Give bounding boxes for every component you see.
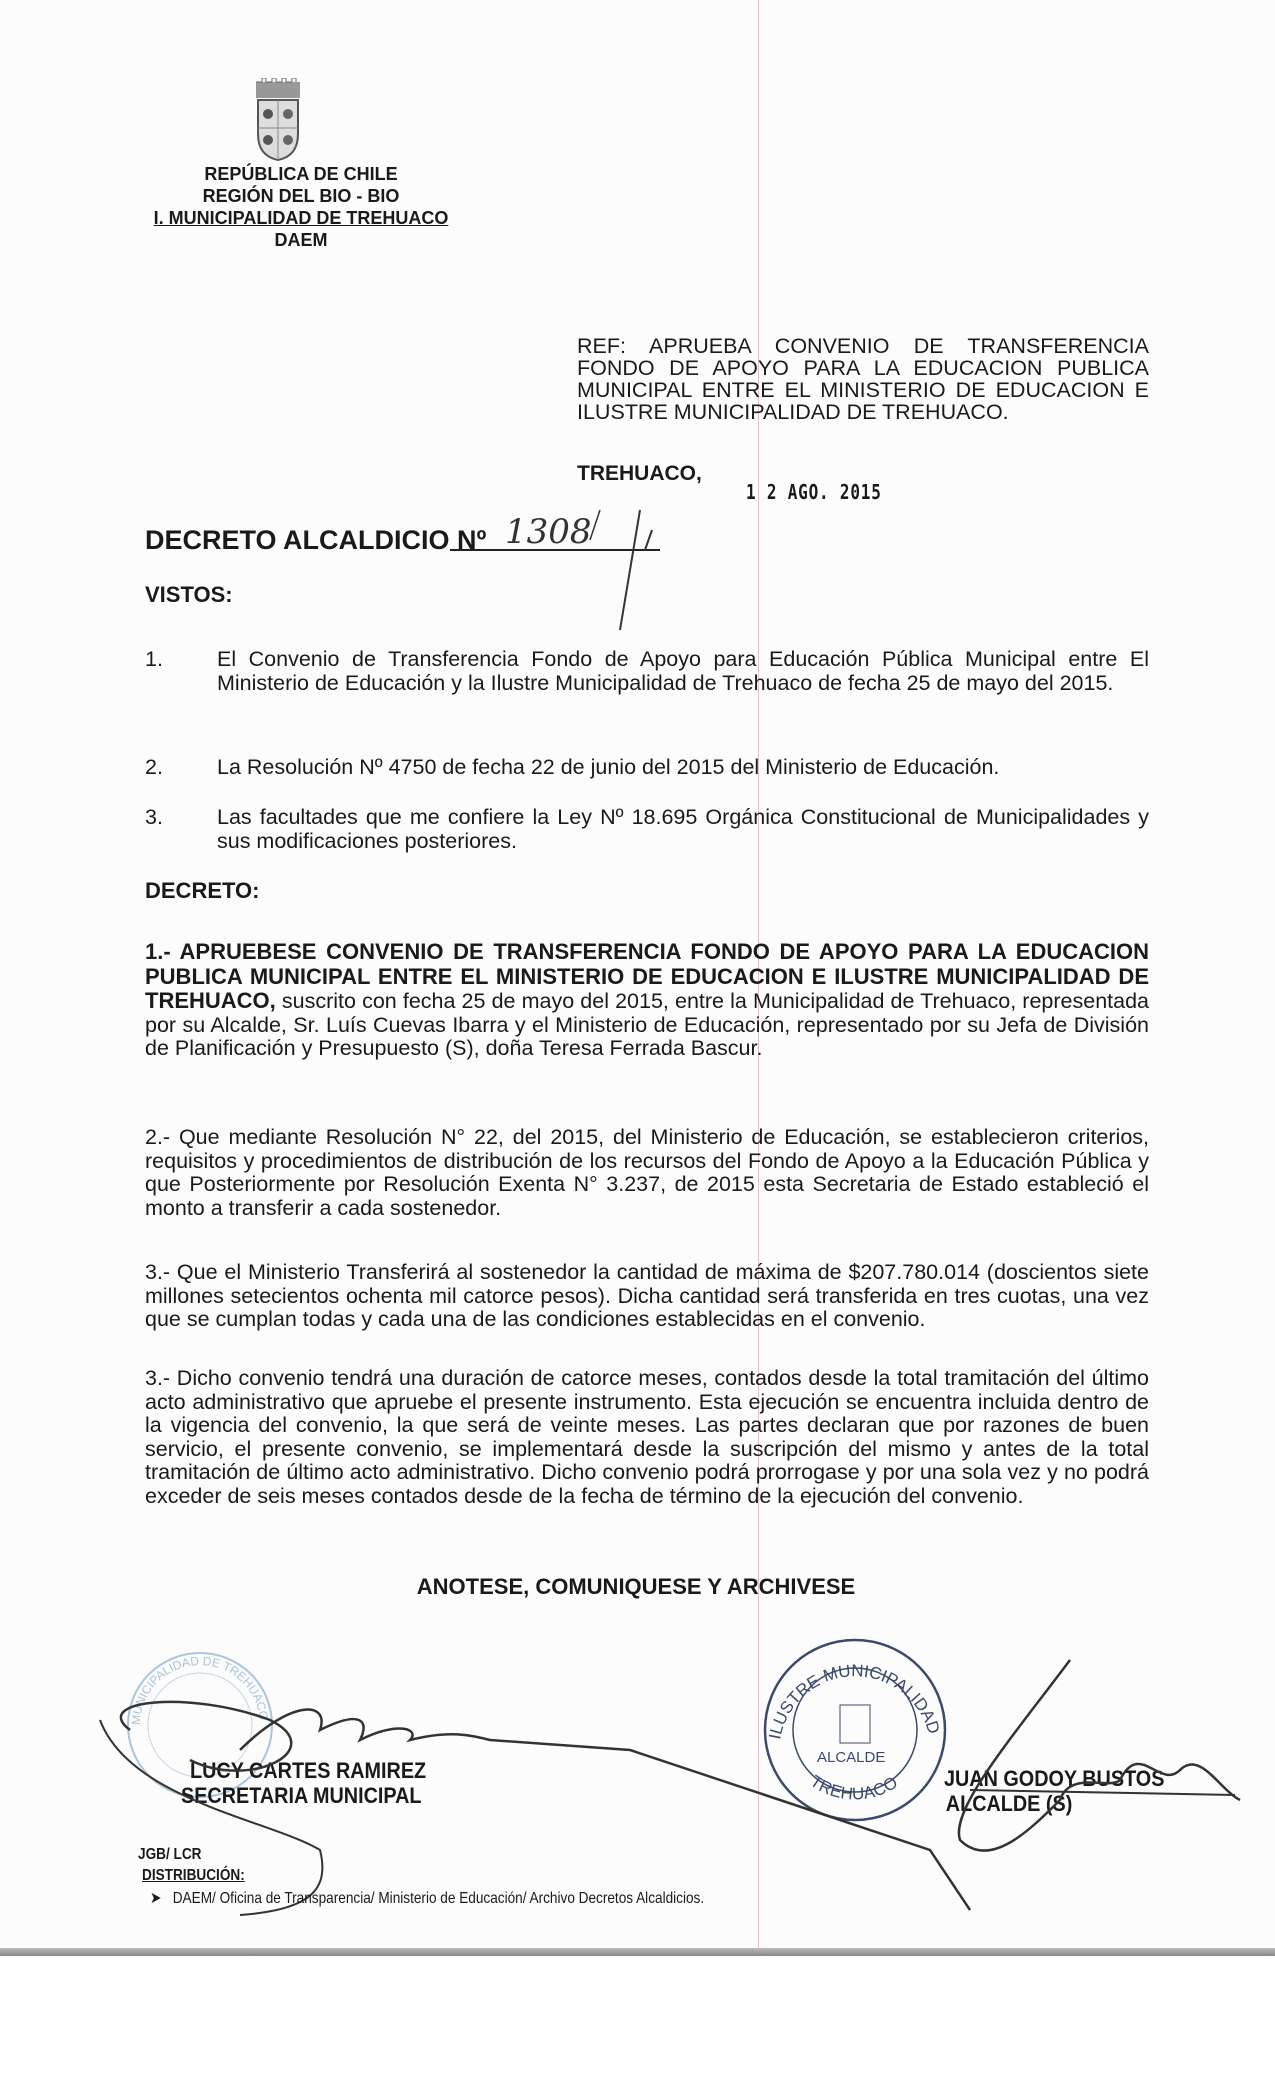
decree-number: 1308: [505, 512, 592, 552]
item-number: 1.: [145, 647, 163, 671]
handwritten-signatures: [70, 1640, 1270, 1930]
vistos-item: [145, 756, 1149, 780]
seal-text: MUNICIPALIDAD DE TREHUACO: [128, 1653, 271, 1726]
bullet-arrow-icon: ➤: [150, 1890, 162, 1907]
signer-role: SECRETARIA MUNICIPAL: [181, 1783, 422, 1808]
signer-name: JUAN GODOY BUSTOS: [944, 1766, 1165, 1791]
decree-paragraph: [145, 940, 1149, 1061]
item-number: 3.: [145, 805, 163, 829]
item-number: 2.: [145, 755, 163, 779]
signer-role: ALCALDE (S): [945, 1791, 1073, 1816]
vistos-item: [145, 648, 1149, 695]
vistos-heading: VISTOS:: [145, 582, 233, 607]
distribution-list: [150, 1888, 704, 1908]
item-text: Las facultades que me confiere la Ley Nº 18.695 Orgánica Constitucional de Municipalidades y sus modificaciones posteriores.: [217, 805, 1149, 853]
letterhead-line: REPÚBLICA DE CHILE: [204, 164, 398, 184]
letterhead-line: I. MUNICIPALIDAD DE TREHUACO: [153, 208, 449, 228]
seal-top-text: ILUSTRE MUNICIPALIDAD: [765, 1661, 944, 1741]
vistos-item: [145, 806, 1149, 853]
seal-bottom-text: TREHUACO: [806, 1771, 901, 1804]
reference: REF: APRUEBA CONVENIO DE TRANSFERENCIA FONDO DE APOYO PARA LA EDUCACION PUBLICA MUNICIPAL ENTRE EL MINISTERIO DE EDUCACION E ILUSTRE MUNICIPALIDAD DE TREHUACO.: [577, 334, 1149, 424]
letterhead-line: DAEM: [274, 230, 328, 250]
decree-paragraph: 3.- Que el Ministerio Transferirá al sostenedor la cantidad de máxima de $207.780.014 (doscientos siete millones setecientos ochenta mil catorce pesos). Dicha cantidad será transferida en tres cuotas, una vez que se cumplan todas y cada una de las condiciones establecidas en el convenio.: [145, 1260, 1149, 1331]
page-edge-shadow: [0, 1948, 1275, 1956]
distribution-heading: DISTRIBUCIÓN:: [142, 1867, 245, 1884]
closing: ANOTESE, COMUNIQUESE Y ARCHIVESE: [416, 1574, 856, 1599]
decree-paragraph: 3.- Dicho convenio tendrá una duración de catorce meses, contados desde la total tramitación del último acto administrativo que apruebe el presente instrumento. Esta ejecución se encuentra incluida dentro de la vigencia del convenio, la que será de veinte meses. Las partes declaran que por razones de buen servicio, el presente convenio, se implementará desde la suscripción del mismo y antes de la total tramitación de último acto administrativo. Dicho convenio podrá prorrogase y por una sola vez y no podrá exceder de seis meses contados desde de la fecha de término de la ejecución del convenio.: [145, 1366, 1149, 1508]
distribution-text: DAEM/ Oficina de Transparencia/ Ministerio de Educación/ Archivo Decretos Alcaldicios.: [172, 1890, 705, 1907]
decree-paragraph: 2.- Que mediante Resolución N° 22, del 2015, del Ministerio de Educación, se establecieron criterios, requisitos y procedimientos de distribución de los recursos del Fondo de Apoyo a la Educación Pública y que Posteriormente por Resolución Exenta N° 3.237, de 2015 esta Secretaria de Estado estableció el monto a transferir a cada sostenedor.: [145, 1125, 1149, 1220]
paragraph-bold: 1.- APRUEBESE CONVENIO DE TRANSFERENCIA FONDO DE APOYO PARA LA EDUCACION PUBLICA MUNICIPAL ENTRE EL MINISTERIO DE EDUCACION E ILUSTRE MUNICIPALIDAD DE TREHUACO,: [145, 939, 1149, 1013]
seal-middle-text: ALCALDE: [817, 1749, 886, 1766]
item-text: La Resolución Nº 4750 de fecha 22 de junio del 2015 del Ministerio de Educación.: [217, 755, 1000, 779]
paragraph-text: suscrito con fecha 25 de mayo del 2015, entre la Municipalidad de Trehuaco, representada por su Alcalde, Sr. Luís Cuevas Ibarra y el Ministerio de Educación, representado por su Jefa de División de Planificación y Presupuesto (S), doña Teresa Ferrada Bascur.: [145, 989, 1149, 1060]
decreto-heading: DECRETO:: [145, 878, 260, 903]
decree-number-underline: [440, 470, 670, 640]
letterhead: [150, 163, 452, 251]
municipal-crest-logo: [252, 78, 304, 162]
letterhead-line: REGIÓN DEL BIO - BIO: [202, 186, 400, 206]
date-stamp: 1 2 AGO. 2015: [746, 480, 882, 504]
signer-name: LUCY CARTES RAMIREZ: [190, 1758, 427, 1783]
city: TREHUACO,: [577, 462, 702, 485]
initials: JGB/ LCR: [138, 1846, 202, 1863]
item-text: El Convenio de Transferencia Fondo de Apoyo para Educación Pública Municipal entre El Ministerio de Educación y la Ilustre Municipalidad de Trehuaco de fecha 25 de mayo del 2015.: [217, 647, 1149, 695]
decree-title: DECRETO ALCALDICIO Nº: [145, 525, 487, 555]
